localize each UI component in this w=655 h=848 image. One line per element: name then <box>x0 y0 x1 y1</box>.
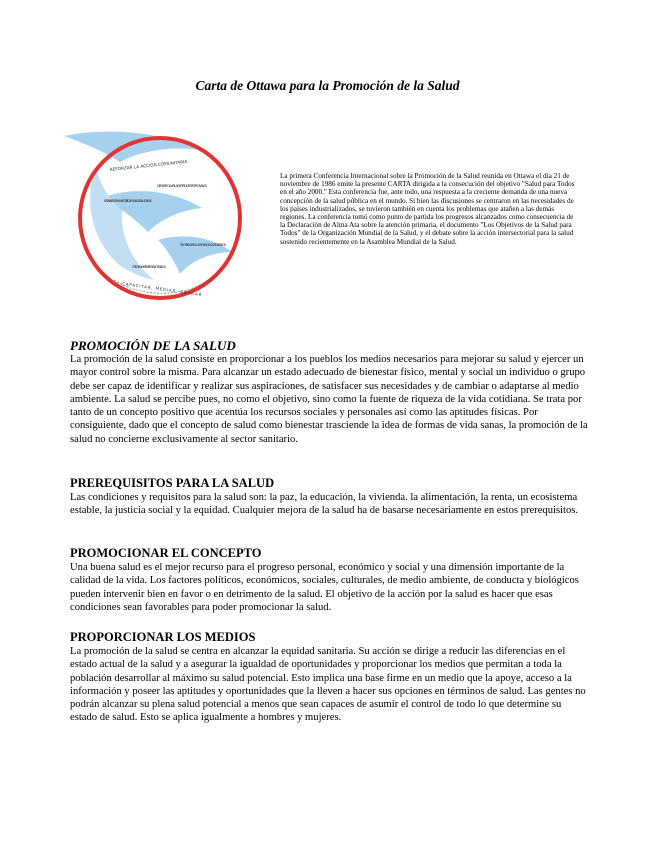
section-proporcionar-los-medios <box>70 630 590 725</box>
section-promocionar-el-concepto <box>70 546 590 614</box>
logo-label-environment: CREAR AMBIENTES FAVORABLES <box>132 265 166 269</box>
section-heading: PROPORCIONAR LOS MEDIOS <box>70 630 256 644</box>
section-heading: PROMOCIÓN DE LA SALUD <box>70 338 236 353</box>
section-heading: PREREQUISITOS PARA LA SALUD <box>70 476 275 490</box>
logo-label-services: REORIENTAR LOS SERVICIOS SANITARIOS <box>180 243 226 247</box>
section-body: Las condiciones y requisitos para la salud son: la paz, la educación, la vivienda. la alimentación, la renta, un ecosistema estable, la justicia social y la equidad. Cualquier mejora de la salud ha de basarse necesariamente en estos prerequisitos. <box>70 492 579 517</box>
logo-swirl-top <box>64 132 200 162</box>
section-promocion-de-la-salud <box>70 338 590 446</box>
logo-label-bottom: CAPACITAR, MEDIAR, ABOGAR <box>121 281 202 298</box>
section-prerequisitos <box>70 476 590 518</box>
logo-label-center: DESARROLLAR LAS APTITUDES PERSONALES <box>157 183 207 188</box>
ottawa-charter-logo <box>62 128 252 304</box>
section-body: La promoción de la salud se centra en alcanzar la equidad sanitaria. Su acción se dirige a reducir las diferencias en el estado actual de la salud y a asegurar la igualdad de oportunidades y proporcionar los medios que permitan a toda la población desarrollar al máximo su salud potencial. Esto implica una base firme en un medio que la apoye, acceso a la información y poseer las aptitudes y oportunidades que la lleven a hacer sus opciones en términos de salud. Las gentes no podrán alcanzar su plena salud potencial a menos que sean capaces de asumir el control de todo lo que determine su estado de salud. Esto se aplica igualmente a hombres y mujeres. <box>70 646 586 724</box>
logo-label-left: ESTABLECER UNA POLÍTICA PÚBLICA SALUDABLE <box>104 198 152 203</box>
section-heading: PROMOCIONAR EL CONCEPTO <box>70 546 262 560</box>
logo-label-top: REFORZAR LA ACCIÓN COMUNITARIA <box>109 158 188 172</box>
section-body: La promoción de la salud consiste en proporcionar a los pueblos los medios necesarios para mejorar su salud y ejercer un mayor control sobre la misma. Para alcanzar un estado adecuado de bienestar físico, mental y social un individuo o grupo debe ser capaz de identificar y realizar sus aspiraciones, de satisfacer sus necesidades y de cambiar o adaptarse al medio ambiente. La salud se percibe pues, no como el objetivo, sino como la fuente de riqueza de la vida cotidiana. Se trata por tanto de un concepto positivo que acentúa los recursos sociales y personales así como las aptitudes físicas. Por consiguiente, dado que el concepto de salud como bienestar trasciende la idea de formas de vida sanas, la promoción de la salud no concierne exclusivamente al sector sanitario. <box>70 354 588 445</box>
section-body: Una buena salud es el mejor recurso para el progreso personal, económico y social y una dimensión importante de la calidad de la vida. Los factores políticos, económicos, sociales, culturales, de medio ambiente, de conducta y biológicos pueden intervenir bien en favor o en detrimento de la salud. El objetivo de la acción por la salud es hacer que esas condiciones sean favorables para poder promocionar la salud. <box>70 562 579 613</box>
intro-paragraph: La primera Conferencia Internacional sobre la Promoción de la Salud reunida en Ottawa el día 21 de noviembre de 1986 emite la presente CARTA dirigida a la consecución del objetivo "Salud para Todos en el año 2000." Esta conferencia fue, ante todo, una respuesta a la creciente demanda de una nueva concepción de la salud pública en el mundo. Si bien las discusiones se centraron en las necesidades de los países industrializados, se tuvieron también en cuenta los problemas que atañen a las demás regiones. La conferencia tomó como punto de partida los progresos alcanzados como consecuencia de la Declaración de Alma Ata sobre la atención primaria, el documento "Los Objetivos de la Salud para Todos" de la Organización Mundial de la Salud, y el debate sobre la acción intersectorial para la salud sostenido recientemente en la Asamblea Mundial de la Salud. <box>280 172 575 246</box>
document-title: Carta de Ottawa para la Promoción de la Salud <box>195 78 460 93</box>
